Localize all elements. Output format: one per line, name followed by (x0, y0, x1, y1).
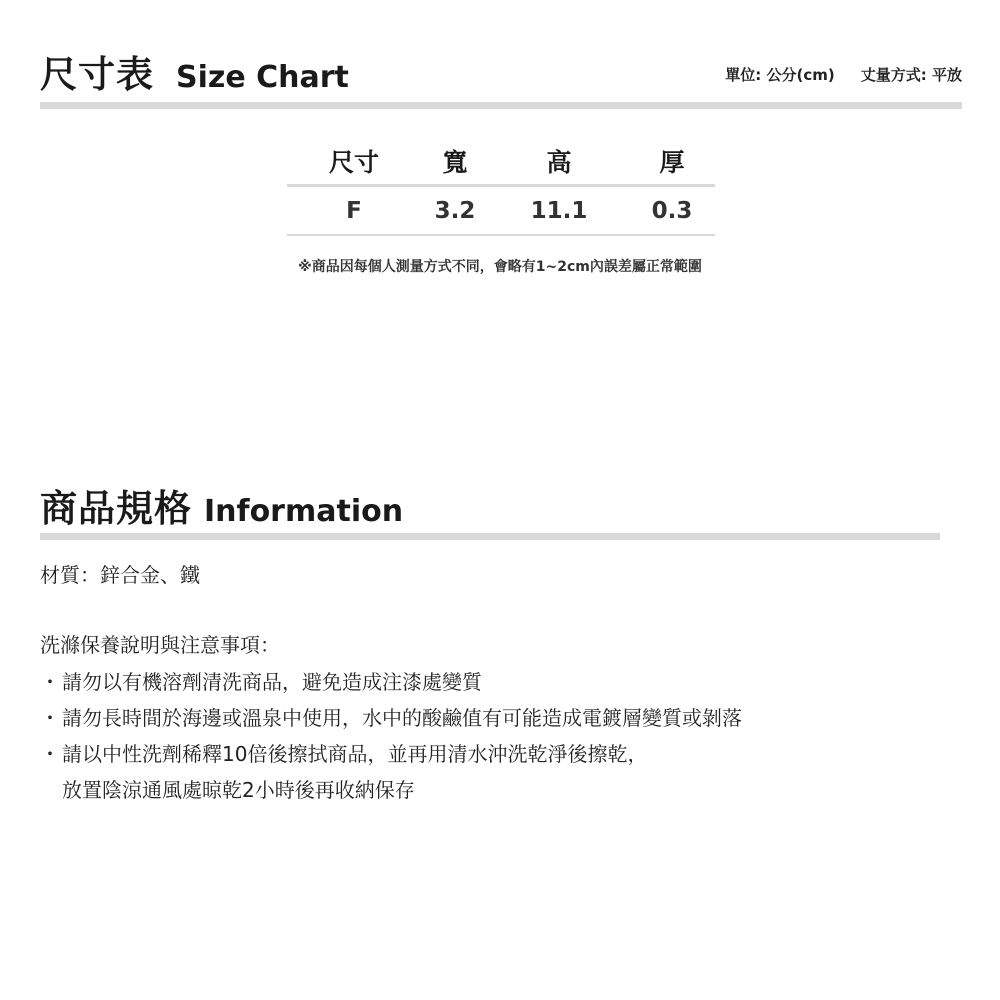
table-header-row (287, 138, 715, 187)
size-table (287, 138, 715, 236)
measurement-info (725, 64, 962, 85)
info-title-en: Information (204, 494, 404, 529)
info-divider (40, 533, 940, 540)
bullet: ・ (40, 670, 60, 694)
header-width: 寬 (442, 148, 468, 177)
list-item (40, 664, 960, 700)
header-size: 尺寸 (328, 148, 379, 177)
list-item (40, 700, 960, 736)
care-item-text: 請以中性洗劑稀釋10倍後擦拭商品，並再用清水沖洗乾淨後擦乾， 放置陰涼通風處晾乾2小時後再收納保存 (62, 742, 648, 802)
cell-size: F (346, 197, 362, 224)
header-height: 高 (546, 148, 572, 177)
size-chart-divider (40, 102, 962, 109)
care-title: 洗滌保養說明與注意事項： (40, 633, 280, 657)
size-chart-title-en: Size Chart (176, 60, 349, 95)
cell-thickness: 0.3 (651, 197, 693, 224)
list-item (40, 736, 960, 808)
bullet: ・ (40, 706, 60, 730)
size-chart-header (40, 44, 962, 98)
measurement-note: ※商品因每個人測量方式不同，會略有1~2cm內誤差屬正常範圍 (298, 259, 702, 275)
cell-width: 3.2 (434, 197, 476, 224)
size-chart-title-zh: 尺寸表 (40, 53, 154, 96)
method-label: 丈量方式: 平放 (860, 66, 962, 84)
table-row (287, 187, 715, 236)
info-header (40, 478, 403, 532)
info-title-zh: 商品規格 (40, 487, 192, 530)
care-item-text: 請勿長時間於海邊或溫泉中使用，水中的酸鹼值有可能造成電鍍層變質或剝落 (62, 706, 742, 730)
material-text: 材質：鋅合金、鐵 (40, 563, 200, 587)
info-body (40, 560, 960, 808)
header-thickness: 厚 (659, 148, 685, 177)
unit-label: 單位: 公分(cm) (725, 66, 835, 84)
bullet: ・ (40, 742, 60, 766)
cell-height: 11.1 (530, 197, 588, 224)
care-item-text: 請勿以有機溶劑清洗商品，避免造成注漆處變質 (62, 670, 482, 694)
care-list (40, 664, 960, 808)
